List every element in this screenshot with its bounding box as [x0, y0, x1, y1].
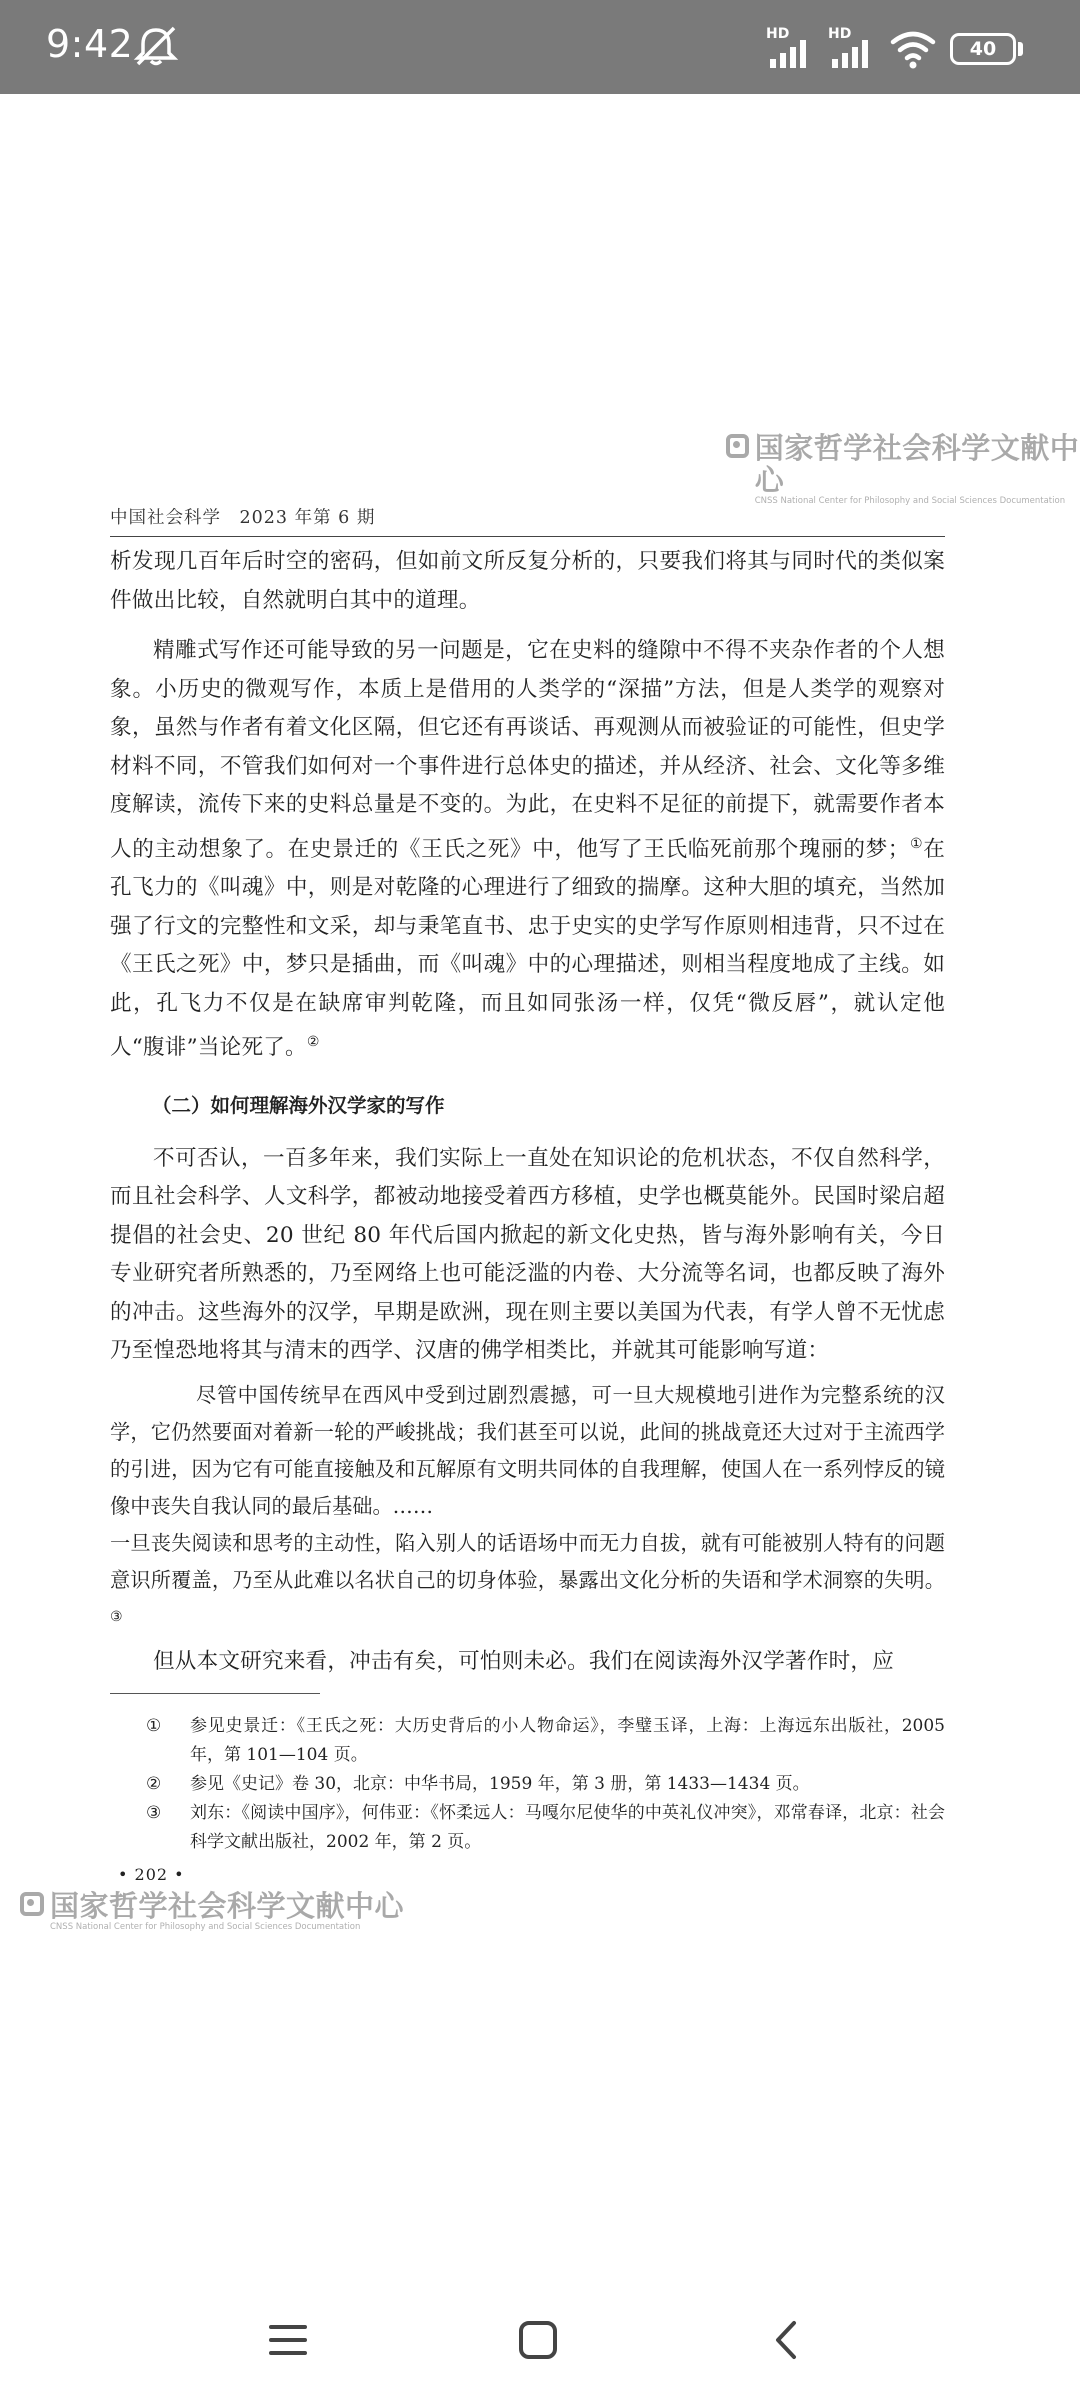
footnote: [146, 1799, 945, 1857]
footnote-text: 刘东：《阅读中国序》，何伟亚：《怀柔远人：马嘎尔尼使华的中英礼仪冲突》，邓常春译，北京：社会科学文献出版社，2002 年，第 2 页。: [190, 1803, 945, 1853]
watermark-text: 国家哲学社会科学文献中心: [50, 1889, 405, 1923]
watermark-icon: [20, 1892, 44, 1916]
watermark-subtext: CNSS National Center for Philosophy and Social Sciences Documentation: [754, 496, 1066, 506]
home-icon[interactable]: [508, 2310, 568, 2370]
signal-icon: [766, 28, 822, 70]
wifi-icon: [889, 28, 937, 70]
document-page: [110, 500, 945, 1884]
paragraph: 析发现几百年后时空的密码，但如前文所反复分析的，只要我们将其与同时代的类似案件做出比较，自然就明白其中的道理。: [110, 549, 945, 613]
status-time: 9:42: [46, 22, 134, 66]
footnote-ref[interactable]: ③: [110, 1608, 123, 1625]
page-number: • 202 •: [118, 1865, 185, 1885]
navigation-bar: [0, 2290, 1080, 2400]
paragraph: 但从本文研究来看，冲击有矣，可怕则未必。我们在阅读海外汉学著作时，应: [153, 1648, 894, 1674]
footnote-number: ②: [146, 1774, 162, 1795]
signal-icon: [828, 28, 884, 70]
paragraph: 不可否认，一百多年来，我们实际上一直处在知识论的危机状态，不仅自然科学，而且社会科学、人文科学，都被动地接受着西方移植，史学也概莫能外。民国时梁启超提倡的社会史、20 世纪 80 年代后国内掀起的新文化史热，皆与海外影响有关，今日专业研究者所熟悉的，乃至网络上也可能泛滥的内卷、大分流等名词，也都反映了海外的冲击。这些海外的汉学，早期是欧洲，现在则主要以美国为代表，有学人曾不无忧虑乃至惶恐地将其与清末的西学、汉唐的佛学相类比，并就其可能影响写道：: [110, 1145, 945, 1364]
footnote-divider: [110, 1693, 320, 1694]
watermark-logo: [726, 432, 1080, 506]
watermark-subtext: CNSS National Center for Philosophy and Social Sciences Documentation: [50, 1922, 361, 1932]
section-title: （二）如何理解海外汉学家的写作: [152, 1093, 445, 1117]
signal-hd-label: HD: [828, 26, 852, 42]
paragraph-text: 在孔飞力的《叫魂》中，则是对乾隆的心理进行了细致的揣摩。这种大胆的填充，当然加强了行文的完整性和文采，却与秉笔直书、忠于史实的史学写作原则相违背，只不过在《王氏之死》中，梦只是插曲，而《叫魂》中的心理描述，则相当程度地成了主线。如此，孔飞力不仅是在缺席审判乾隆，而且如同张汤一样，仅凭“微反唇”，就认定他人“腹诽”当论死了。: [110, 836, 945, 1061]
footnote-ref[interactable]: ①: [909, 835, 924, 852]
block-quote: [110, 1525, 945, 1641]
block-quote: 尽管中国传统早在西风中受到过剧烈震撼，可一旦大规模地引进作为完整系统的汉学，它仍然要面对着新一轮的严峻挑战；我们甚至可以说，此间的挑战竟还大过对于主流西学的引进，因为它有可能直接触及和瓦解原有文明共同体的自我理解，使国人在一系列悖反的镜像中丧失自我认同的最后基础。……: [110, 1382, 945, 1518]
signal-hd-label: HD: [766, 26, 790, 42]
paragraph-text: 精雕式写作还可能导致的另一问题是，它在史料的缝隙中不得不夹杂作者的个人想象。小历史的微观写作，本质上是借用的人类学的“深描”方法，但是人类学的观察对象，虽然与作者有着文化区隔，但它还有再谈话、再观测从而被验证的可能性，但史学材料不同，不管我们如何对一个事件进行总体史的描述，并从经济、社会、文化等多维度解读，流传下来的史料总量是不变的。为此，在史料不足征的前提下，就需要作者本人的主动想象了。在史景迁的《王氏之死》中，他写了王氏临死前那个瑰丽的梦；: [110, 638, 945, 862]
footnote-text: 参见史景迁：《王氏之死：大历史背后的小人物命运》，李璧玉译，上海：上海远东出版社，2005 年，第 101—104 页。: [190, 1716, 945, 1766]
footnote-ref[interactable]: ②: [306, 1034, 320, 1051]
status-bar: [0, 0, 1080, 94]
journal-header: 中国社会科学 2023 年第 6 期: [110, 500, 945, 537]
back-icon[interactable]: [756, 2310, 816, 2370]
quote-text: 一旦丧失阅读和思考的主动性，陷入别人的话语场中而无力自拔，就有可能被别人特有的问题意识所覆盖，乃至从此难以名状自己的切身体验，暴露出文化分析的失语和学术洞察的失明。: [110, 1530, 945, 1592]
watermark-logo: [20, 1890, 404, 1932]
footnote-number: ③: [146, 1803, 162, 1824]
battery-level: 40: [969, 38, 997, 60]
battery-icon: [950, 33, 1016, 65]
footnote-text: 参见《史记》卷 30，北京：中华书局，1959 年，第 3 册，第 1433—1434 页。: [190, 1774, 810, 1795]
footnote: [146, 1770, 945, 1799]
watermark-icon: [726, 434, 749, 458]
paragraph: [110, 632, 945, 1068]
footnote-number: ①: [146, 1716, 162, 1737]
battery-tip: [1018, 42, 1023, 56]
footnote: [146, 1712, 945, 1770]
menu-icon[interactable]: [258, 2310, 318, 2370]
mute-icon: [132, 24, 180, 68]
watermark-text: 国家哲学社会科学文献中心: [754, 431, 1080, 497]
